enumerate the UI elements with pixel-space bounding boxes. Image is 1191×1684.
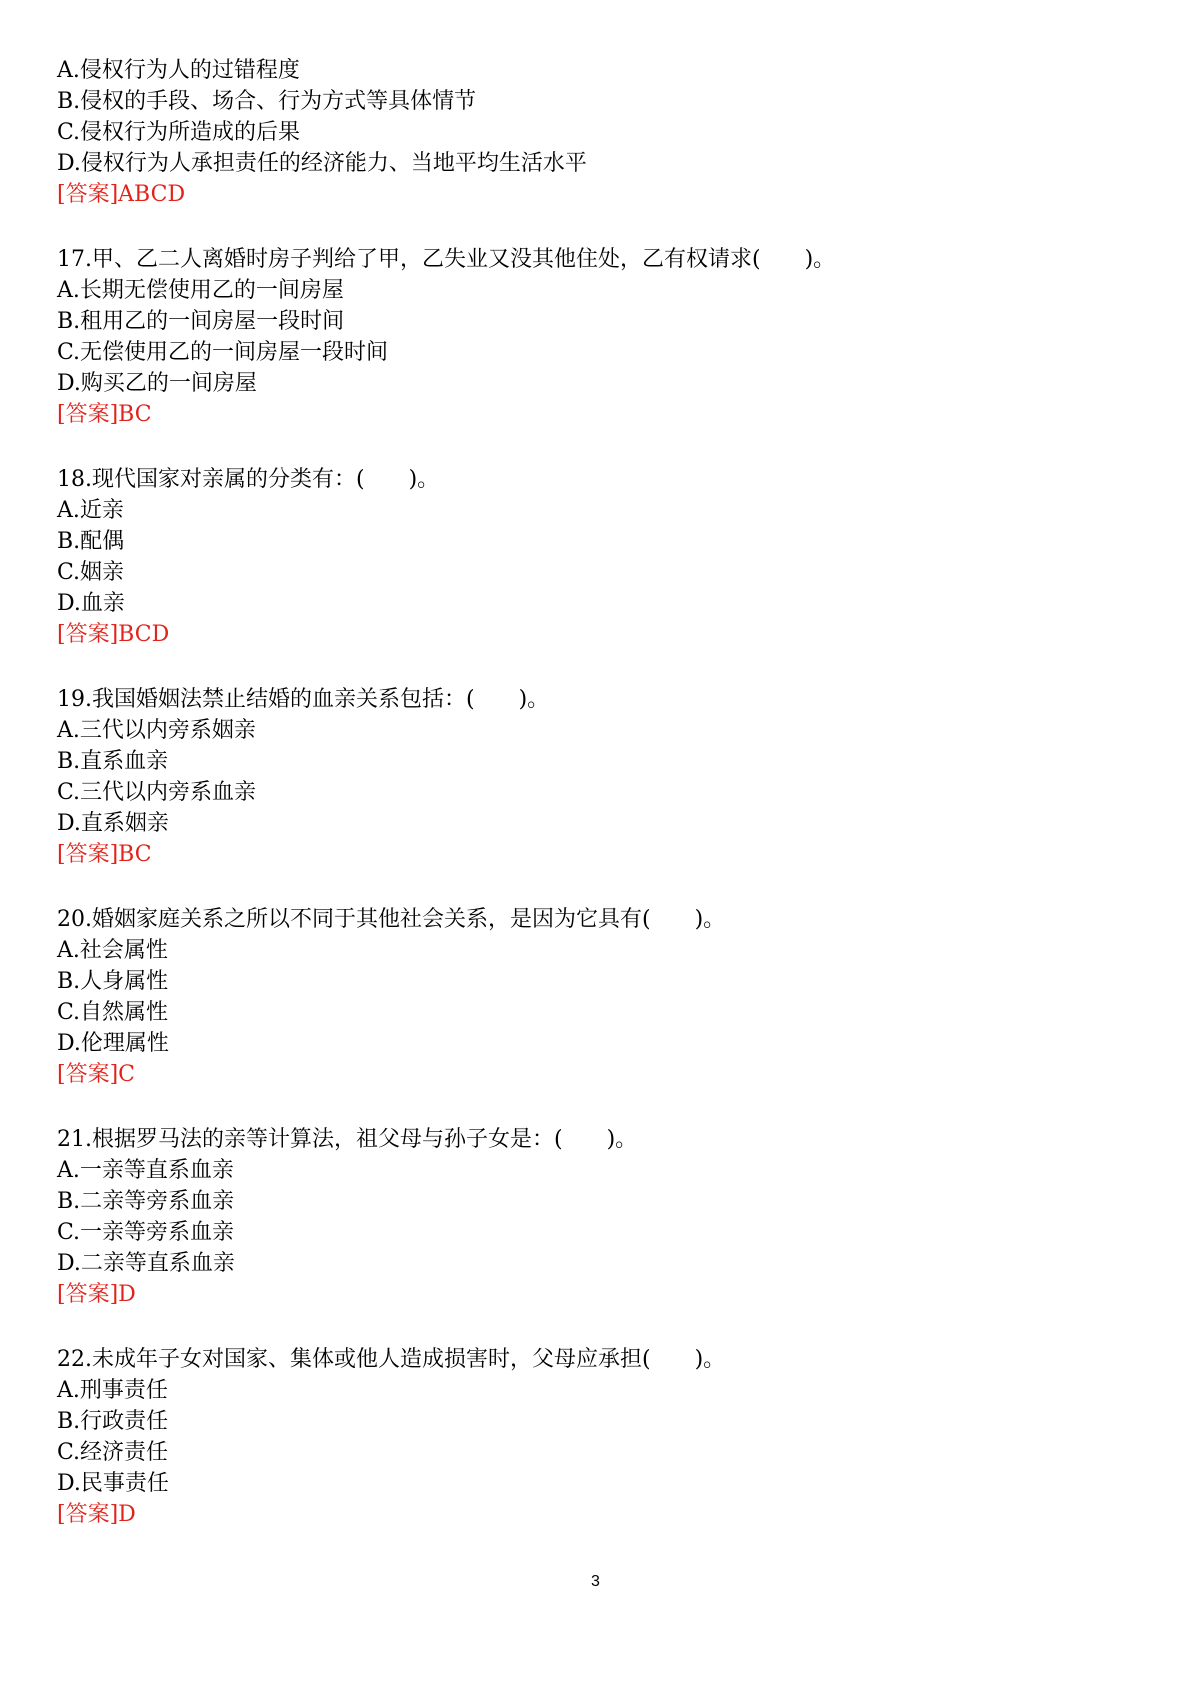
question-text: 22.未成年子女对国家、集体或他人造成损害时，父母应承担( )。 (57, 1347, 726, 1372)
question-block-20 (57, 904, 1137, 1090)
answer-text: [答案]D (57, 1502, 136, 1527)
option-a: A.三代以内旁系姻亲 (57, 718, 256, 743)
page-number: 3 (591, 1573, 600, 1590)
option-c: C.一亲等旁系血亲 (57, 1220, 235, 1245)
option-c: C.自然属性 (57, 1000, 169, 1025)
option-a: A.近亲 (57, 498, 124, 523)
option-c: C.侵权行为所造成的后果 (57, 120, 301, 145)
question-block-19 (57, 684, 1137, 870)
option-a: A.一亲等直系血亲 (57, 1158, 234, 1183)
answer-text: [答案]ABCD (57, 182, 186, 207)
option-c: C.三代以内旁系血亲 (57, 780, 257, 805)
question-text: 21.根据罗马法的亲等计算法，祖父母与孙子女是：( )。 (57, 1127, 638, 1152)
option-c: C.姻亲 (57, 560, 125, 585)
question-block-21 (57, 1124, 1137, 1310)
option-d: D.二亲等直系血亲 (57, 1251, 235, 1276)
question-text: 18.现代国家对亲属的分类有：( )。 (57, 467, 440, 492)
option-d: D.民事责任 (57, 1471, 169, 1496)
option-b: B.租用乙的一间房屋一段时间 (57, 309, 345, 334)
option-a: A.长期无偿使用乙的一间房屋 (57, 278, 344, 303)
option-b: B.直系血亲 (57, 749, 169, 774)
option-a: A.刑事责任 (57, 1378, 168, 1403)
question-text: 17.甲、乙二人离婚时房子判给了甲，乙失业又没其他住处，乙有权请求( )。 (57, 247, 836, 272)
option-d: D.直系姻亲 (57, 811, 169, 836)
option-a: A.社会属性 (57, 938, 168, 963)
question-block-17 (57, 244, 1137, 430)
answer-text: [答案]C (57, 1062, 135, 1087)
answer-text: [答案]D (57, 1282, 136, 1307)
option-b: B.行政责任 (57, 1409, 169, 1434)
answer-text: [答案]BC (57, 842, 152, 867)
question-block-18 (57, 464, 1137, 650)
answer-text: [答案]BCD (57, 622, 170, 647)
option-d: D.血亲 (57, 591, 125, 616)
option-b: B.侵权的手段、场合、行为方式等具体情节 (57, 89, 477, 114)
option-c: C.无偿使用乙的一间房屋一段时间 (57, 340, 389, 365)
answer-text: [答案]BC (57, 402, 152, 427)
question-text: 19.我国婚姻法禁止结婚的血亲关系包括：( )。 (57, 687, 550, 712)
option-b: B.人身属性 (57, 969, 169, 994)
option-c: C.经济责任 (57, 1440, 169, 1465)
option-d: D.伦理属性 (57, 1031, 169, 1056)
question-text: 20.婚姻家庭关系之所以不同于其他社会关系，是因为它具有( )。 (57, 907, 726, 932)
option-d: D.购买乙的一间房屋 (57, 371, 257, 396)
option-d: D.侵权行为人承担责任的经济能力、当地平均生活水平 (57, 151, 587, 176)
option-b: B.二亲等旁系血亲 (57, 1189, 235, 1214)
option-a: A.侵权行为人的过错程度 (57, 58, 300, 83)
option-b: B.配偶 (57, 529, 125, 554)
question-block-22 (57, 1344, 1137, 1530)
question-block-16 (57, 55, 1137, 210)
